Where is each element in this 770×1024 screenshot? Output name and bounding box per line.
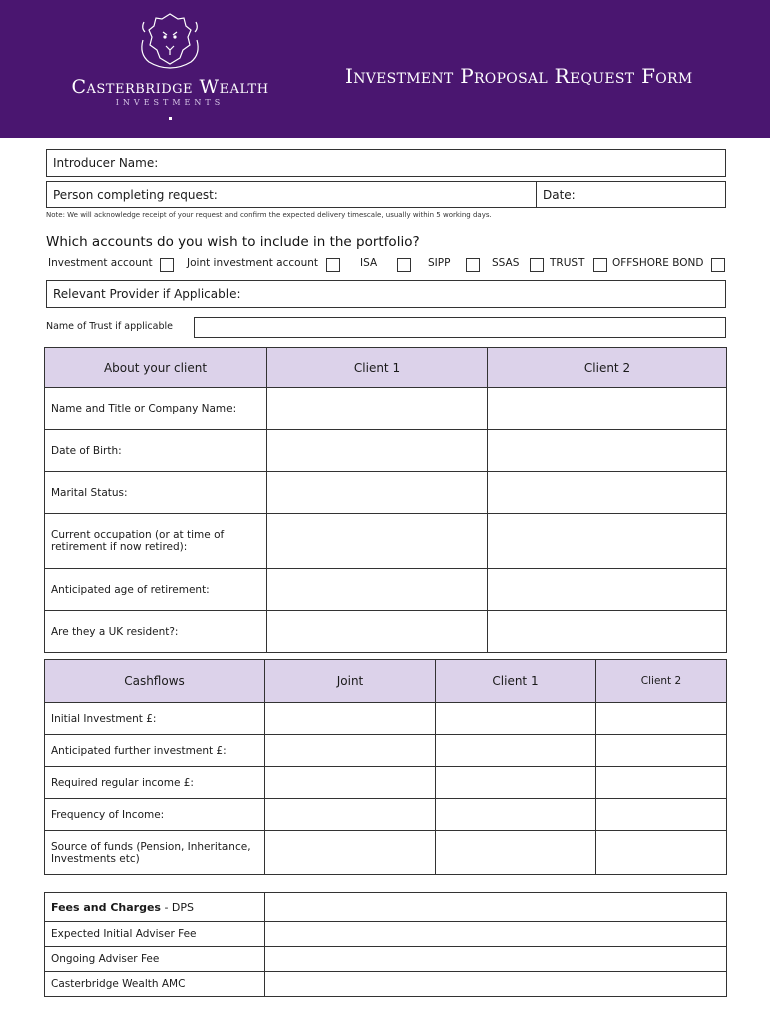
client2-cell[interactable] (596, 831, 727, 875)
col-header-client2: Client 2 (488, 348, 727, 388)
fees-title-bold: Fees and Charges (51, 900, 161, 914)
client2-cell[interactable] (488, 611, 727, 653)
row-label: Date of Birth: (45, 430, 267, 472)
col-header-about: About your client (45, 348, 267, 388)
row-label: Initial Investment £: (45, 703, 265, 735)
joint-cell[interactable] (265, 767, 436, 799)
table-header-row (45, 660, 727, 703)
fees-value-cell[interactable] (265, 893, 727, 922)
account-checkbox-joint[interactable] (326, 258, 340, 272)
account-label-offshore-bond: OFFSHORE BOND (612, 257, 704, 269)
cashflows-table (44, 659, 727, 875)
client1-cell[interactable] (267, 388, 488, 430)
table-row (45, 611, 727, 653)
client2-cell[interactable] (488, 388, 727, 430)
logo-dot (169, 117, 172, 120)
client2-cell[interactable] (488, 569, 727, 611)
relevant-provider-field[interactable] (46, 280, 726, 308)
client2-cell[interactable] (596, 767, 727, 799)
fees-value-cell[interactable] (265, 922, 727, 947)
relevant-provider-label: Relevant Provider if Applicable: (53, 287, 241, 301)
client1-cell[interactable] (436, 799, 596, 831)
col-header-client1: Client 1 (436, 660, 596, 703)
table-row (45, 972, 727, 997)
client1-cell[interactable] (436, 735, 596, 767)
page-header (0, 0, 770, 138)
row-label: Expected Initial Adviser Fee (45, 922, 265, 947)
client2-cell[interactable] (488, 472, 727, 514)
account-options (48, 257, 728, 273)
table-row (45, 767, 727, 799)
note-text: Note: We will acknowledge receipt of your request and confirm the expected delivery timescale, usually within 5 working days. (46, 211, 492, 219)
table-row (45, 831, 727, 875)
account-checkbox-offshore-bond[interactable] (711, 258, 725, 272)
client1-cell[interactable] (267, 569, 488, 611)
account-label-joint: Joint investment account (187, 257, 319, 269)
fees-table (44, 892, 727, 997)
row-label: Are they a UK resident?: (45, 611, 267, 653)
account-label-ssas: SSAS (492, 257, 520, 269)
row-label: Current occupation (or at time of retirement if now retired): (45, 514, 267, 569)
trust-name-label: Name of Trust if applicable (46, 321, 173, 332)
row-label: Ongoing Adviser Fee (45, 947, 265, 972)
row-label: Required regular income £: (45, 767, 265, 799)
client1-cell[interactable] (436, 703, 596, 735)
table-row (45, 514, 727, 569)
brand-logo (40, 10, 300, 130)
row-label: Frequency of Income: (45, 799, 265, 831)
lion-crest-icon (135, 10, 205, 72)
account-checkbox-ssas[interactable] (530, 258, 544, 272)
table-row (45, 388, 727, 430)
date-field[interactable] (536, 181, 726, 208)
client1-cell[interactable] (436, 767, 596, 799)
col-header-joint: Joint (265, 660, 436, 703)
row-label: Source of funds (Pension, Inheritance, Investments etc) (45, 831, 265, 875)
account-checkbox-investment[interactable] (160, 258, 174, 272)
person-completing-label: Person completing request: (53, 187, 218, 202)
client2-cell[interactable] (596, 735, 727, 767)
table-row (45, 947, 727, 972)
form-title: Investment Proposal Request Form (345, 64, 693, 88)
account-checkbox-isa[interactable] (397, 258, 411, 272)
client1-cell[interactable] (267, 514, 488, 569)
introducer-name-field[interactable] (46, 149, 726, 177)
row-label: Marital Status: (45, 472, 267, 514)
joint-cell[interactable] (265, 735, 436, 767)
table-row (45, 569, 727, 611)
brand-subtitle: INVESTMENTS (115, 98, 225, 107)
introducer-name-label: Introducer Name: (53, 156, 159, 170)
accounts-question: Which accounts do you wish to include in the portfolio? (46, 234, 420, 250)
client1-cell[interactable] (267, 611, 488, 653)
client2-cell[interactable] (596, 799, 727, 831)
table-row (45, 922, 727, 947)
account-checkbox-trust[interactable] (593, 258, 607, 272)
account-checkbox-sipp[interactable] (466, 258, 480, 272)
account-label-trust: TRUST (550, 257, 585, 269)
table-row (45, 799, 727, 831)
joint-cell[interactable] (265, 799, 436, 831)
fees-value-cell[interactable] (265, 947, 727, 972)
person-completing-field[interactable] (46, 181, 537, 208)
fees-title-suffix: - DPS (160, 900, 195, 914)
table-row (45, 703, 727, 735)
client2-cell[interactable] (488, 430, 727, 472)
date-label: Date: (543, 187, 576, 202)
table-row (45, 430, 727, 472)
table-header-row (45, 348, 727, 388)
row-label: Anticipated age of retirement: (45, 569, 267, 611)
account-label-investment: Investment account (48, 257, 153, 269)
client1-cell[interactable] (267, 472, 488, 514)
client2-cell[interactable] (596, 703, 727, 735)
joint-cell[interactable] (265, 703, 436, 735)
fees-value-cell[interactable] (265, 972, 727, 997)
client1-cell[interactable] (267, 430, 488, 472)
row-label: Name and Title or Company Name: (45, 388, 267, 430)
about-client-table (44, 347, 727, 653)
trust-name-input[interactable] (194, 317, 726, 338)
account-label-isa: ISA (360, 257, 378, 269)
client1-cell[interactable] (436, 831, 596, 875)
table-row (45, 893, 727, 922)
account-label-sipp: SIPP (428, 257, 451, 269)
row-label: Casterbridge Wealth AMC (45, 972, 265, 997)
brand-name: Casterbridge Wealth (71, 76, 269, 98)
client2-cell[interactable] (488, 514, 727, 569)
joint-cell[interactable] (265, 831, 436, 875)
col-header-cashflows: Cashflows (45, 660, 265, 703)
col-header-client2: Client 2 (596, 660, 727, 703)
row-label: Anticipated further investment £: (45, 735, 265, 767)
table-row (45, 472, 727, 514)
table-row (45, 735, 727, 767)
col-header-client1: Client 1 (267, 348, 488, 388)
fees-title (45, 893, 265, 922)
